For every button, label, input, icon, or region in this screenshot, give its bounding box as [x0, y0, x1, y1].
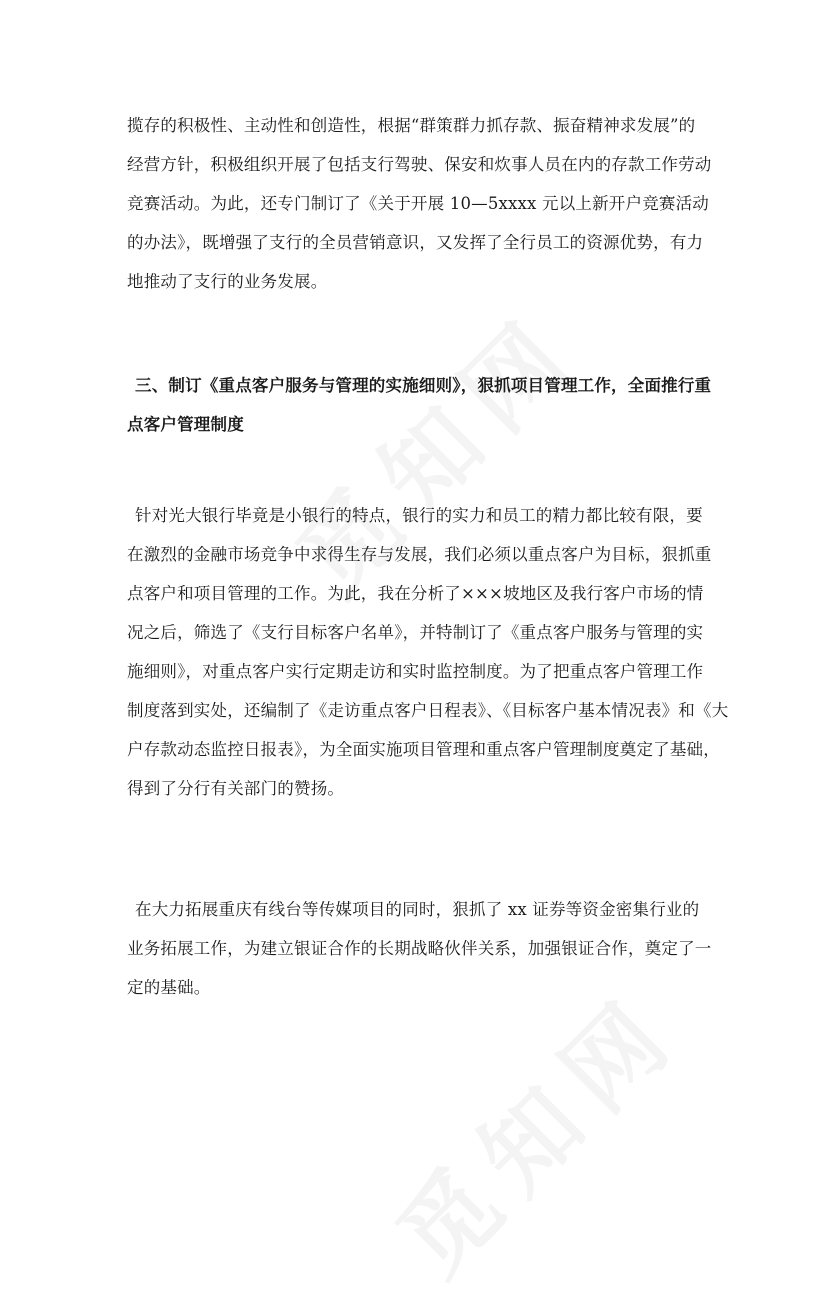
paragraph-2 [127, 496, 729, 808]
text-line: 定的基础。 [127, 978, 211, 997]
text-line: 针对光大银行毕竟是小银行的特点，银行的实力和员工的精力都比较有限，要 [135, 506, 703, 525]
text-line: 在大力拓展重庆有线台等传媒项目的同时，狠抓了 xx 证券等资金密集行业的 [135, 900, 700, 919]
text-line: 制度落到实处，还编制了《走访重点客户日程表》、《目标客户基本情况表》和《大 [127, 701, 729, 720]
text-line: 况之后，筛选了《支行目标客户名单》，并特制订了《重点客户服务与管理的实 [127, 623, 704, 642]
text-line: 在激烈的金融市场竞争中求得生存与发展，我们必须以重点客户为目标，狠抓重 [127, 545, 712, 564]
text-line: 点客户和项目管理的工作。为此，我在分析了×××坡地区及我行客户市场的情 [127, 584, 704, 603]
text-line: 户存款动态监控日报表》，为全面实施项目管理和重点客户管理制度奠定了基础， [127, 740, 720, 759]
heading-line: 三、制订《重点客户服务与管理的实施细则》，狠抓项目管理工作，全面推行重 [135, 376, 712, 395]
heading-line: 点客户管理制度 [127, 415, 244, 434]
text-line: 的办法》，既增强了支行的全员营销意识，又发挥了全行员工的资源优势，有力 [127, 233, 704, 252]
section-heading-3 [127, 366, 719, 444]
watermark [363, 957, 706, 1300]
text-line: 得到了分行有关部门的赞扬。 [127, 779, 345, 798]
text-line: 竞赛活动。为此，还专门制订了《关于开展 10—5xxxx 元以上新开户竞赛活动 [127, 194, 710, 213]
text-line: 揽存的积极性、主动性和创造性，根据“群策群力抓存款、振奋精神求发展”的 [127, 116, 696, 135]
text-line: 地推动了支行的业务发展。 [127, 272, 328, 291]
text-line: 施细则》，对重点客户实行定期走访和实时监控制度。为了把重点客户管理工作 [127, 662, 704, 681]
text-line: 业务拓展工作，为建立银证合作的长期战略伙伴关系，加强银证合作，奠定了一 [127, 939, 712, 958]
paragraph-1 [127, 106, 719, 301]
text-line: 经营方针，积极组织开展了包括支行驾驶、保安和炊事人员在内的存款工作劳动 [127, 155, 712, 174]
paragraph-3 [127, 890, 719, 1007]
